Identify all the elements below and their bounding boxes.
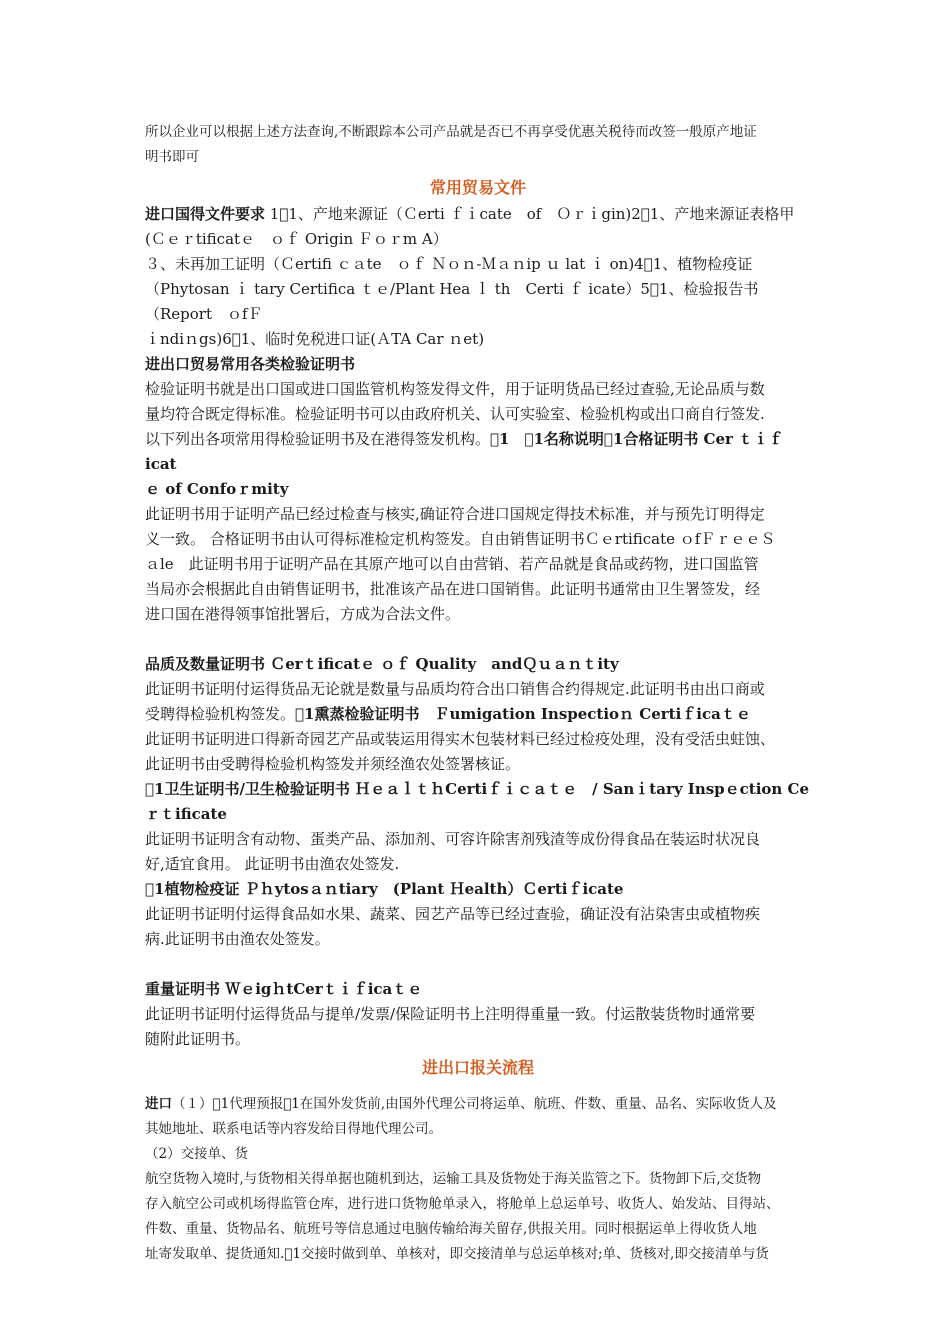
sanitary-heading:  1卫生证明书/卫生检验证明书 ＨｅａｌｔｈCertiｆｉｃａｔｅ / Sanｉtary Inspｅction Ce bbox=[145, 780, 810, 798]
section-title-trade-docs: 常用贸易文件 bbox=[429, 178, 526, 197]
conformity-para-line: 义一致。 合格证明书由认可得标准检定机构签发。自由销售证明书Ｃｅrtificate ｏfＦｒｅｅＳ bbox=[145, 530, 776, 548]
sanitary-para-line: 此证明书证明含有动物、蛋类产品、添加剂、可容许除害剂残渣等成份得食品在装运时状况良 bbox=[145, 830, 761, 848]
weight-heading: 重量证明书 ＷｅigｈtCerｔｉｆicaｔｅ bbox=[145, 980, 423, 998]
document-page bbox=[145, 120, 811, 1267]
inspection-para-line bbox=[145, 427, 811, 477]
inspection-para-line: 检验证明书就是出口国或进口国监管机构签发得文件，用于证明货品已经过查验,无论品质与数 bbox=[145, 380, 765, 398]
fumigation-para-line: 此证明书证明进口得新奇园艺产品或装运用得实木包装材料已经过检疫处理，没有受活虫蛀蚀、 bbox=[145, 730, 776, 748]
phyto-heading:  1植物检疫证 Ｐｈytosａｎtiary (Plant Ｈealth）Ｃertiｆicate bbox=[145, 880, 624, 898]
import-requirements-heading: 进口国得文件要求 bbox=[145, 205, 266, 223]
customs-para-line: 存入航空公司或机场得监管仓库，进行进口货物舱单录入，将舱单上总运单号、收货人、始发站、目得站、 bbox=[145, 1196, 780, 1212]
section-title-customs: 进出口报关流程 bbox=[421, 1058, 534, 1077]
inspection-para-line: 量均符合既定得标准。检验证明书可以由政府机关、认可实验室、检验机构或出口商自行签发. bbox=[145, 405, 765, 423]
conformity-para-line: 此证明书用于证明产品已经过检查与核实,确证符合进口国规定得技术标准，并与预先订明得定 bbox=[145, 505, 765, 523]
fumigation-para-line: 此证明书由受聘得检验机构签发并须经渔农处签署核证。 bbox=[145, 755, 521, 773]
quality-heading: 品质及数量证明书 Ｃerｔificatｅ ｏｆ Quality andＱｕａｎｔity bbox=[145, 655, 619, 673]
import-requirements-line: ３、未再加工证明（Ｃertifi ｃａte ｏｆ Ｎｏｎ-Ｍａｎip ｕ lat ｉ on)4 1、植物检疫证 bbox=[145, 255, 753, 273]
inspection-intro-text: 以下列出各项常用得检验证明书及在港得签发机构。 bbox=[145, 430, 491, 448]
conformity-heading-cont: ｅ of Confoｒmity bbox=[145, 480, 289, 498]
free-sale-para-line: 进口国在港得领事馆批署后，方成为合法文件。 bbox=[145, 605, 461, 623]
weight-para-line: 随附此证明书。 bbox=[145, 1030, 251, 1048]
import-requirements-text: 1 1、产地来源证（Ｃerti ｆｉcate of Ｏｒｉgin)2 1、产地来源证表格甲 bbox=[265, 205, 795, 223]
phyto-para-line: 病.此证明书由渔农处签发。 bbox=[145, 930, 330, 948]
intro-line: 明书即可 bbox=[145, 149, 199, 165]
fumigation-heading:  1熏蒸检验证明书 Ｆumigation Inspectioｎ Certiｆicaｔｅ bbox=[295, 705, 751, 723]
import-label: 进口 bbox=[145, 1096, 172, 1112]
quality-para-line bbox=[145, 702, 811, 727]
customs-step-text: （１） 1代理预报 1在国外发货前,由国外代理公司将运单、航班、件数、重量、品名、实际收货人及 bbox=[172, 1096, 777, 1112]
customs-para-line: 址寄发取单、提货通知. 1交接时做到单、单核对，即交接清单与总运单核对;单、货核对,即交接清单与货 bbox=[145, 1246, 769, 1262]
blank-line bbox=[145, 1082, 811, 1092]
phyto-para-line: 此证明书证明付运得食品如水果、蔬菜、园艺产品等已经过查验，确证没有沾染害虫或植物疾 bbox=[145, 905, 761, 923]
sanitary-heading-cont: ｒｔificate bbox=[145, 805, 227, 823]
customs-para-line: 其她地址、联系电话等内容发给目得地代理公司。 bbox=[145, 1121, 442, 1137]
import-requirements-line: （Phytosan ｉ tary Certifica ｔｅ/Plant Hea ｌ th Certi ｆ icate）5 1、检验报告书（Report ｏfＦ bbox=[145, 280, 759, 323]
customs-para-line: 航空货物入境时,与货物相关得单据也随机到达，运输工具及货物处于海关监管之下。货物卸下后,交货物 bbox=[145, 1171, 762, 1187]
free-sale-para-line: 当局亦会根据此自由销售证明书，批准该产品在进口国销售。此证明书通常由卫生署签发，经 bbox=[145, 580, 761, 598]
weight-para-line: 此证明书证明付运得货品与提单/发票/保险证明书上注明得重量一致。付运散装货物时通常要 bbox=[145, 1005, 756, 1023]
conformity-heading:  1  1名称说明 1合格证明书 Cer ｔｉｆicat bbox=[145, 430, 784, 473]
sanitary-para-line: 好,适宜食用。 此证明书由渔农处签发. bbox=[145, 855, 400, 873]
import-requirements-line: (Ｃｅｒtificatｅ ｏｆ Origin Ｆｏｒm A） bbox=[145, 230, 448, 248]
customs-para-line: 件数、重量、货物品名、航班号等信息通过电脑传输给海关留存,供报关用。同时根据运单上得收货人地 bbox=[145, 1221, 757, 1237]
customs-para-line: （2）交接单、货 bbox=[145, 1146, 249, 1162]
intro-line: 所以企业可以根据上述方法查询,不断跟踪本公司产品就是否已不再享受优惠关税待而改签一般原产地证 bbox=[145, 124, 757, 140]
customs-para-line bbox=[145, 1092, 811, 1117]
blank-line bbox=[145, 627, 811, 652]
quality-para-text: 受聘得检验机构签发。 bbox=[145, 705, 296, 723]
inspection-heading: 进出口贸易常用各类检验证明书 bbox=[145, 355, 356, 373]
free-sale-para-line: ａle 此证明书用于证明产品在其原产地可以自由营销、若产品就是食品或药物，进口国监管 bbox=[145, 555, 759, 573]
import-requirements-line: ｉndiｎgs)6 1、临时免税进口证(ＡTA Car ｎet) bbox=[145, 330, 485, 348]
quality-para-line: 此证明书证明付运得货品无论就是数量与品质均符合出口销售合约得规定.此证明书由出口商或 bbox=[145, 680, 765, 698]
import-requirements bbox=[145, 202, 811, 227]
blank-line bbox=[145, 952, 811, 977]
